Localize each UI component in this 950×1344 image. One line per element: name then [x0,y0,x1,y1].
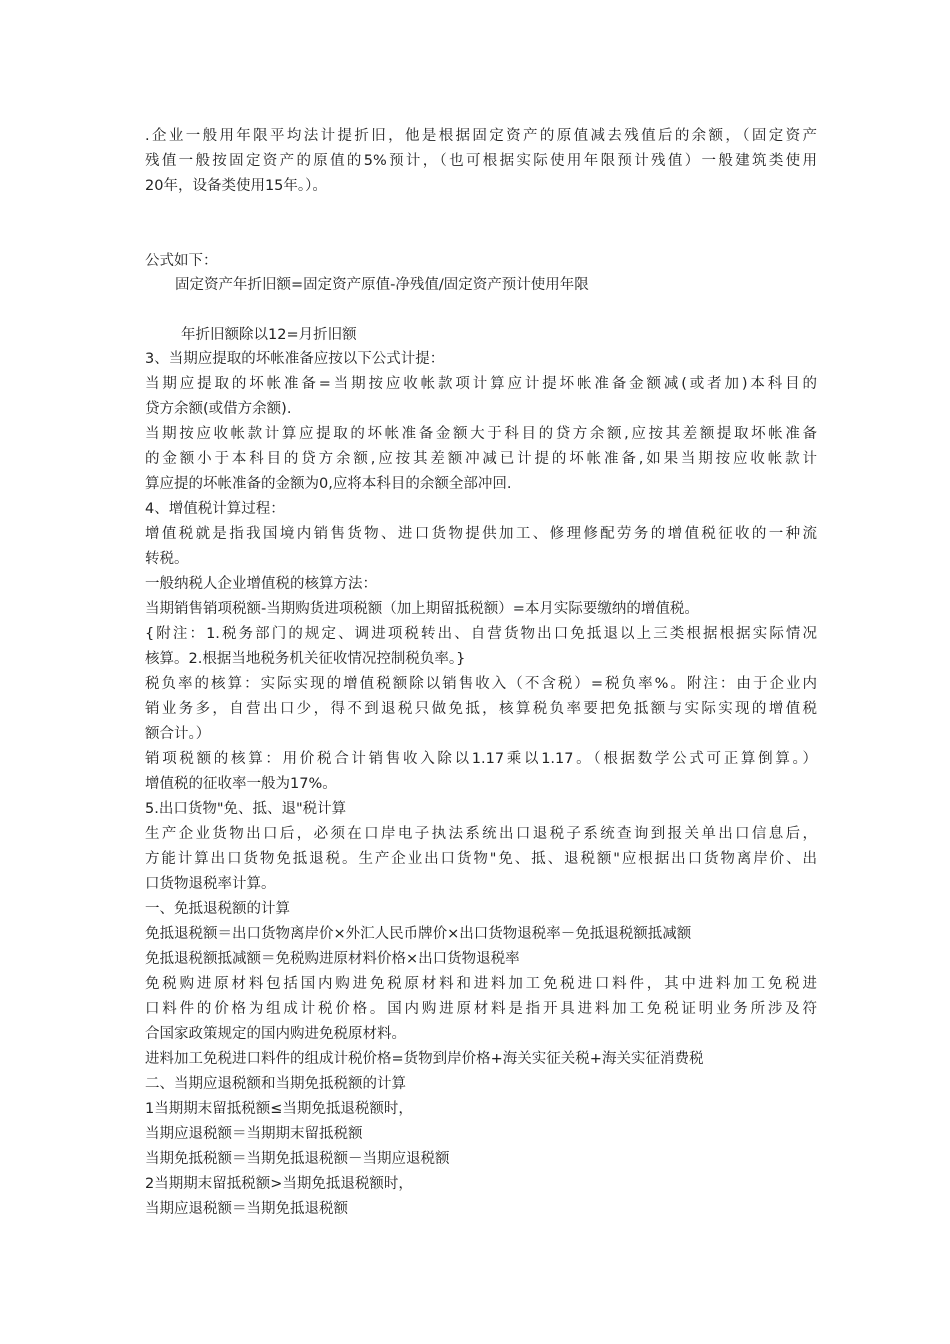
text-line: 残值一般按固定资产的原值的5%预计，（也可根据实际使用年限预计残值）一般建筑类使用 [145,153,817,169]
formula-line: 当期应退税额＝当期免抵退税额 [145,1201,348,1217]
formula-line: 免抵退税额＝出口货物离岸价×外汇人民币牌价×出口货物退税率－免抵退税额抵减额 [145,926,692,942]
text-line: 转税。 [145,551,189,567]
text-line: 当期按应收帐款计算应提取的坏帐准备金额大于科目的贷方余额,应按其差额提取坏帐准备 [145,426,817,442]
formula-line: 免抵退税额抵减额＝免税购进原材料价格×出口货物退税率 [145,951,520,967]
subsection-heading: 一、免抵退税额的计算 [145,901,290,917]
text-line: 口货物退税率计算。 [145,876,276,892]
text-line: 算应提的坏帐准备的金额为0,应将本科目的余额全部冲回. [145,476,512,492]
text-line: 生产企业货物出口后，必须在口岸电子执法系统出口退税子系统查询到报关单出口信息后， [145,826,817,842]
text-line: 销项税额的核算：用价税合计销售收入除以1.17乘以1.17。（根据数学公式可正算倒算。） [145,751,817,767]
text-line: 额合计。） [145,726,211,742]
formula-line: 固定资产年折旧额=固定资产原值-净残值/固定资产预计使用年限 [175,277,589,293]
text-line: 一般纳税人企业增值税的核算方法： [145,576,377,592]
text-line: 税负率的核算：实际实现的增值税额除以销售收入（不含税）=税负率%。附注：由于企业内 [145,676,817,692]
text-line: 的金额小于本科目的贷方余额,应按其差额冲减已计提的坏帐准备,如果当期按应收帐款计 [145,451,817,467]
section-heading: 4、增值税计算过程： [145,501,285,517]
text-line: 20年，设备类使用15年。）。 [145,178,327,194]
text-line: 合国家政策规定的国内购进免税原材料。 [145,1026,406,1042]
text-line: 方能计算出口货物免抵退税。生产企业出口货物"免、抵、退税额"应根据出口货物离岸价、出 [145,851,817,867]
text-line: 增值税就是指我国境内销售货物、进口货物提供加工、修理修配劳务的增值税征收的一种流 [145,526,817,542]
text-line: 增值税的征收率一般为17%。 [145,776,337,792]
text-line: 2当期期末留抵税额>当期免抵退税额时， [145,1176,413,1192]
text-line: .企业一般用年限平均法计提折旧，他是根据固定资产的原值减去残值后的余额，（固定资产 [145,128,817,144]
text-line: {附注：1.税务部门的规定、调进项税转出、自营货物出口免抵退以上三类根据根据实际情况 [145,626,817,642]
text-line: 核算。2.根据当地税务机关征收情况控制税负率。} [145,651,466,667]
formula-line: 进料加工免税进口料件的组成计税价格=货物到岸价格+海关实征关税+海关实征消费税 [145,1051,704,1067]
subsection-heading: 二、当期应退税额和当期免抵税额的计算 [145,1076,406,1092]
section-heading: 5.出口货物"免、抵、退"税计算 [145,801,347,817]
text-line: 当期应提取的坏帐准备=当期按应收帐款项计算应计提坏帐准备金额减(或者加)本科目的 [145,376,817,392]
formula-line: 年折旧额除以12=月折旧额 [181,327,357,343]
text-line: 口料件的价格为组成计税价格。国内购进原材料是指开具进料加工免税证明业务所涉及符 [145,1001,817,1017]
section-heading: 3、当期应提取的坏帐准备应按以下公式计提： [145,351,445,367]
text-line: 1当期期末留抵税额≤当期免抵退税额时， [145,1101,413,1117]
formula-line: 当期应退税额＝当期期末留抵税额 [145,1126,363,1142]
text-line: 公式如下： [145,253,218,269]
text-line: 免税购进原材料包括国内购进免税原材料和进料加工免税进口料件，其中进料加工免税进 [145,976,817,992]
text-line: 销业务多，自营出口少，得不到退税只做免抵，核算税负率要把免抵额与实际实现的增值税 [145,701,817,717]
text-line: 贷方余额(或借方余额). [145,401,292,417]
text-line: 当期销售销项税额-当期购货进项税额（加上期留抵税额）=本月实际要缴纳的增值税。 [145,601,699,617]
formula-line: 当期免抵税额＝当期免抵退税额－当期应退税额 [145,1151,450,1167]
